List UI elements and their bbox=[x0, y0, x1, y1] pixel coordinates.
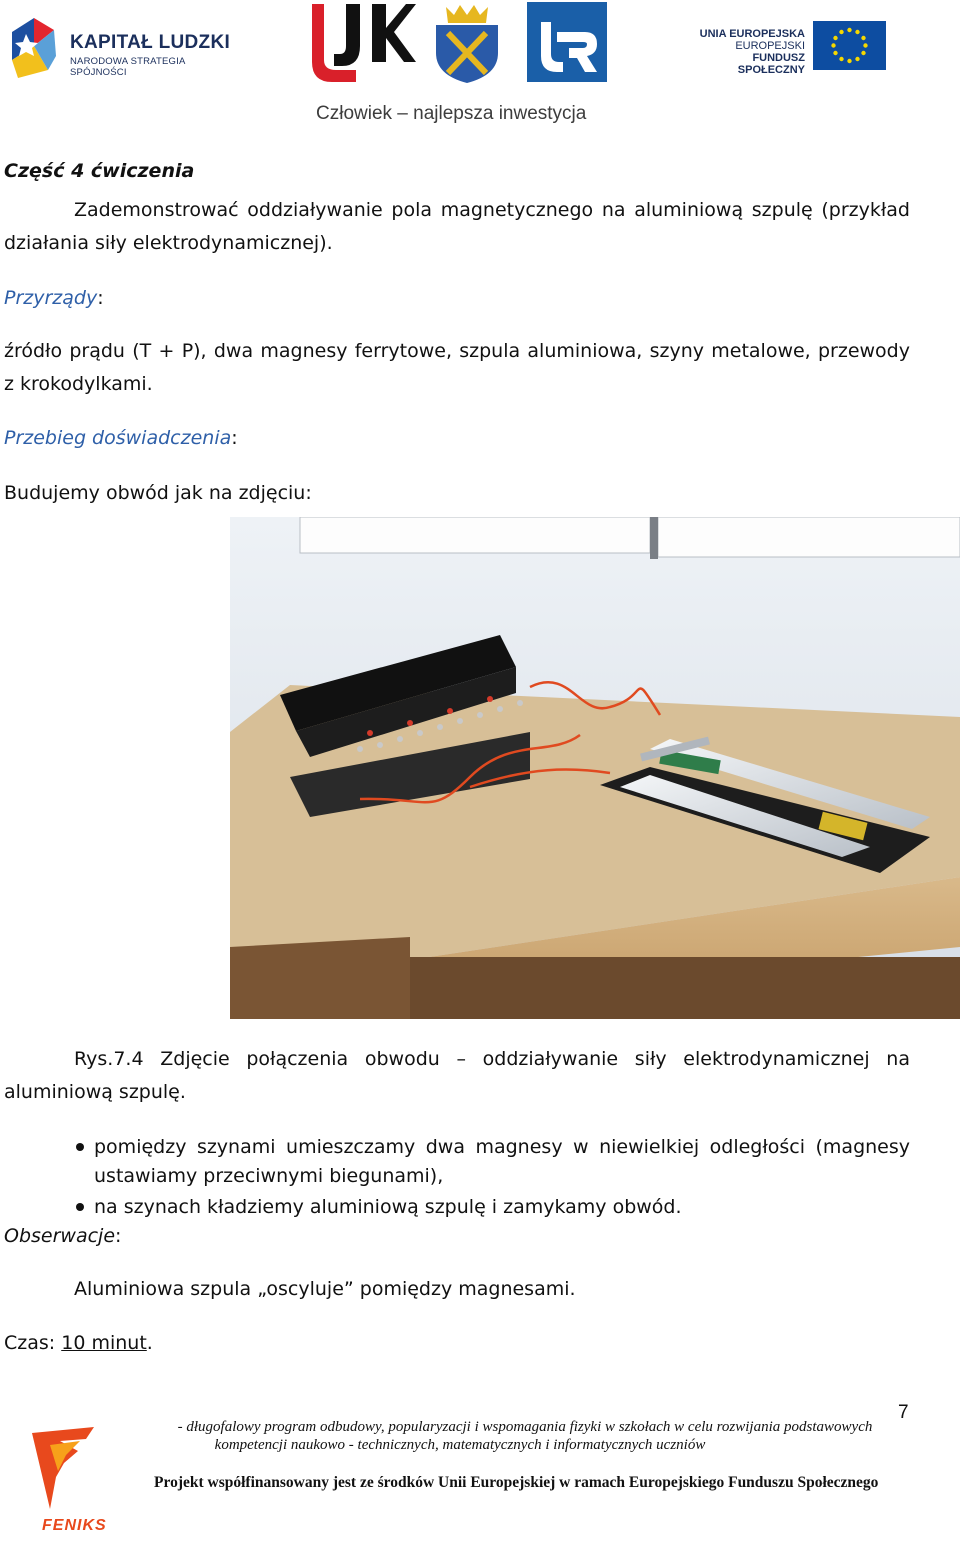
eu-line-1: UNIA EUROPEJSKA bbox=[699, 28, 805, 40]
caption-line-2: aluminiową szpulę. bbox=[4, 1081, 186, 1103]
footer-line-2: kompetencji naukowo - technicznych, matematycznych i informatycznych uczniów bbox=[214, 1437, 706, 1453]
intro-line-2: działania siły elektrodynamicznej). bbox=[4, 232, 333, 254]
procedure-text: Budujemy obwód jak na zdjęciu: bbox=[4, 482, 312, 504]
uj-logo bbox=[306, 2, 416, 82]
crest-icon bbox=[432, 3, 502, 83]
feniks-text: FENIKS bbox=[42, 1517, 107, 1534]
bullet-dot-1 bbox=[76, 1143, 84, 1151]
procedure-heading bbox=[4, 422, 238, 454]
ur-logo bbox=[527, 2, 607, 82]
observations-text: Aluminiowa szpula „oscyluje” pomiędzy magnesami. bbox=[74, 1278, 576, 1300]
procedure-label: Przebieg doświadczenia bbox=[4, 427, 232, 449]
time-line bbox=[4, 1327, 153, 1359]
procedure-colon: : bbox=[231, 427, 238, 449]
kapital-ludzki-subtitle: NARODOWA STRATEGIA SPÓJNOŚCI bbox=[70, 56, 185, 78]
ur-emblem-icon bbox=[527, 2, 607, 82]
bullet-1-line-2: ustawiamy przeciwnymi biegunami), bbox=[94, 1165, 444, 1187]
eu-line-2: EUROPEJSKI bbox=[735, 40, 805, 52]
kapital-ludzki-logo bbox=[8, 12, 238, 82]
feniks-logo bbox=[20, 1425, 130, 1540]
observations-label: Obserwacje bbox=[4, 1225, 116, 1247]
circuit-photo-illustration bbox=[230, 517, 960, 1019]
bullet-dot-2 bbox=[76, 1203, 84, 1211]
instruments-line-1: źródło prądu (T + P), dwa magnesy ferrytowe, szpula aluminiowa, szyny metalowe, przewody bbox=[4, 340, 910, 362]
footer-line-3: Projekt współfinansowany jest ze środków Unii Europejskiej w ramach Europejskiego Funduszu Społecznego bbox=[154, 1474, 879, 1491]
eu-text bbox=[690, 28, 805, 76]
eu-flag-icon bbox=[813, 21, 886, 70]
section-title: Część 4 ćwiczenia bbox=[4, 160, 195, 182]
instruments-label: Przyrządy bbox=[4, 287, 98, 309]
eu-line-3: FUNDUSZ SPOŁECZNY bbox=[737, 52, 805, 76]
kapital-ludzki-emblem-icon bbox=[8, 12, 64, 82]
intro-line-1: Zademonstrować oddziaływanie pola magnetycznego na aluminiową szpulę (przykład bbox=[74, 199, 910, 221]
uj-emblem-icon bbox=[306, 2, 416, 82]
time-label: Czas: bbox=[4, 1332, 62, 1354]
page-number: 7 bbox=[898, 1402, 909, 1423]
circuit-photo bbox=[230, 517, 960, 1019]
kapital-ludzki-title: KAPITAŁ LUDZKI bbox=[70, 32, 231, 53]
instruments-colon: : bbox=[97, 287, 104, 309]
bullet-1-line-1: pomiędzy szynami umieszczamy dwa magnesy w niewielkiej odległości (magnesy bbox=[94, 1136, 910, 1158]
footer-line-1: - długofalowy program odbudowy, popularyzacji i wspomagania fizyki w szkołach w celu rozwijania podstawowych bbox=[177, 1419, 873, 1435]
instruments-heading bbox=[4, 282, 104, 314]
observations-colon: : bbox=[115, 1225, 122, 1247]
instruments-line-2: z krokodylkami. bbox=[4, 373, 153, 395]
time-value: 10 minut bbox=[61, 1332, 147, 1354]
caption-line-1: Rys.7.4 Zdjęcie połączenia obwodu – oddziaływanie siły elektrodynamicznej na bbox=[74, 1048, 910, 1070]
bullet-2: na szynach kładziemy aluminiową szpulę i zamykamy obwód. bbox=[94, 1196, 682, 1218]
header-motto: Człowiek – najlepsza inwestycja bbox=[316, 103, 587, 124]
observations-heading bbox=[4, 1220, 121, 1252]
university-crest-logo bbox=[432, 3, 502, 83]
time-end: . bbox=[146, 1332, 153, 1354]
